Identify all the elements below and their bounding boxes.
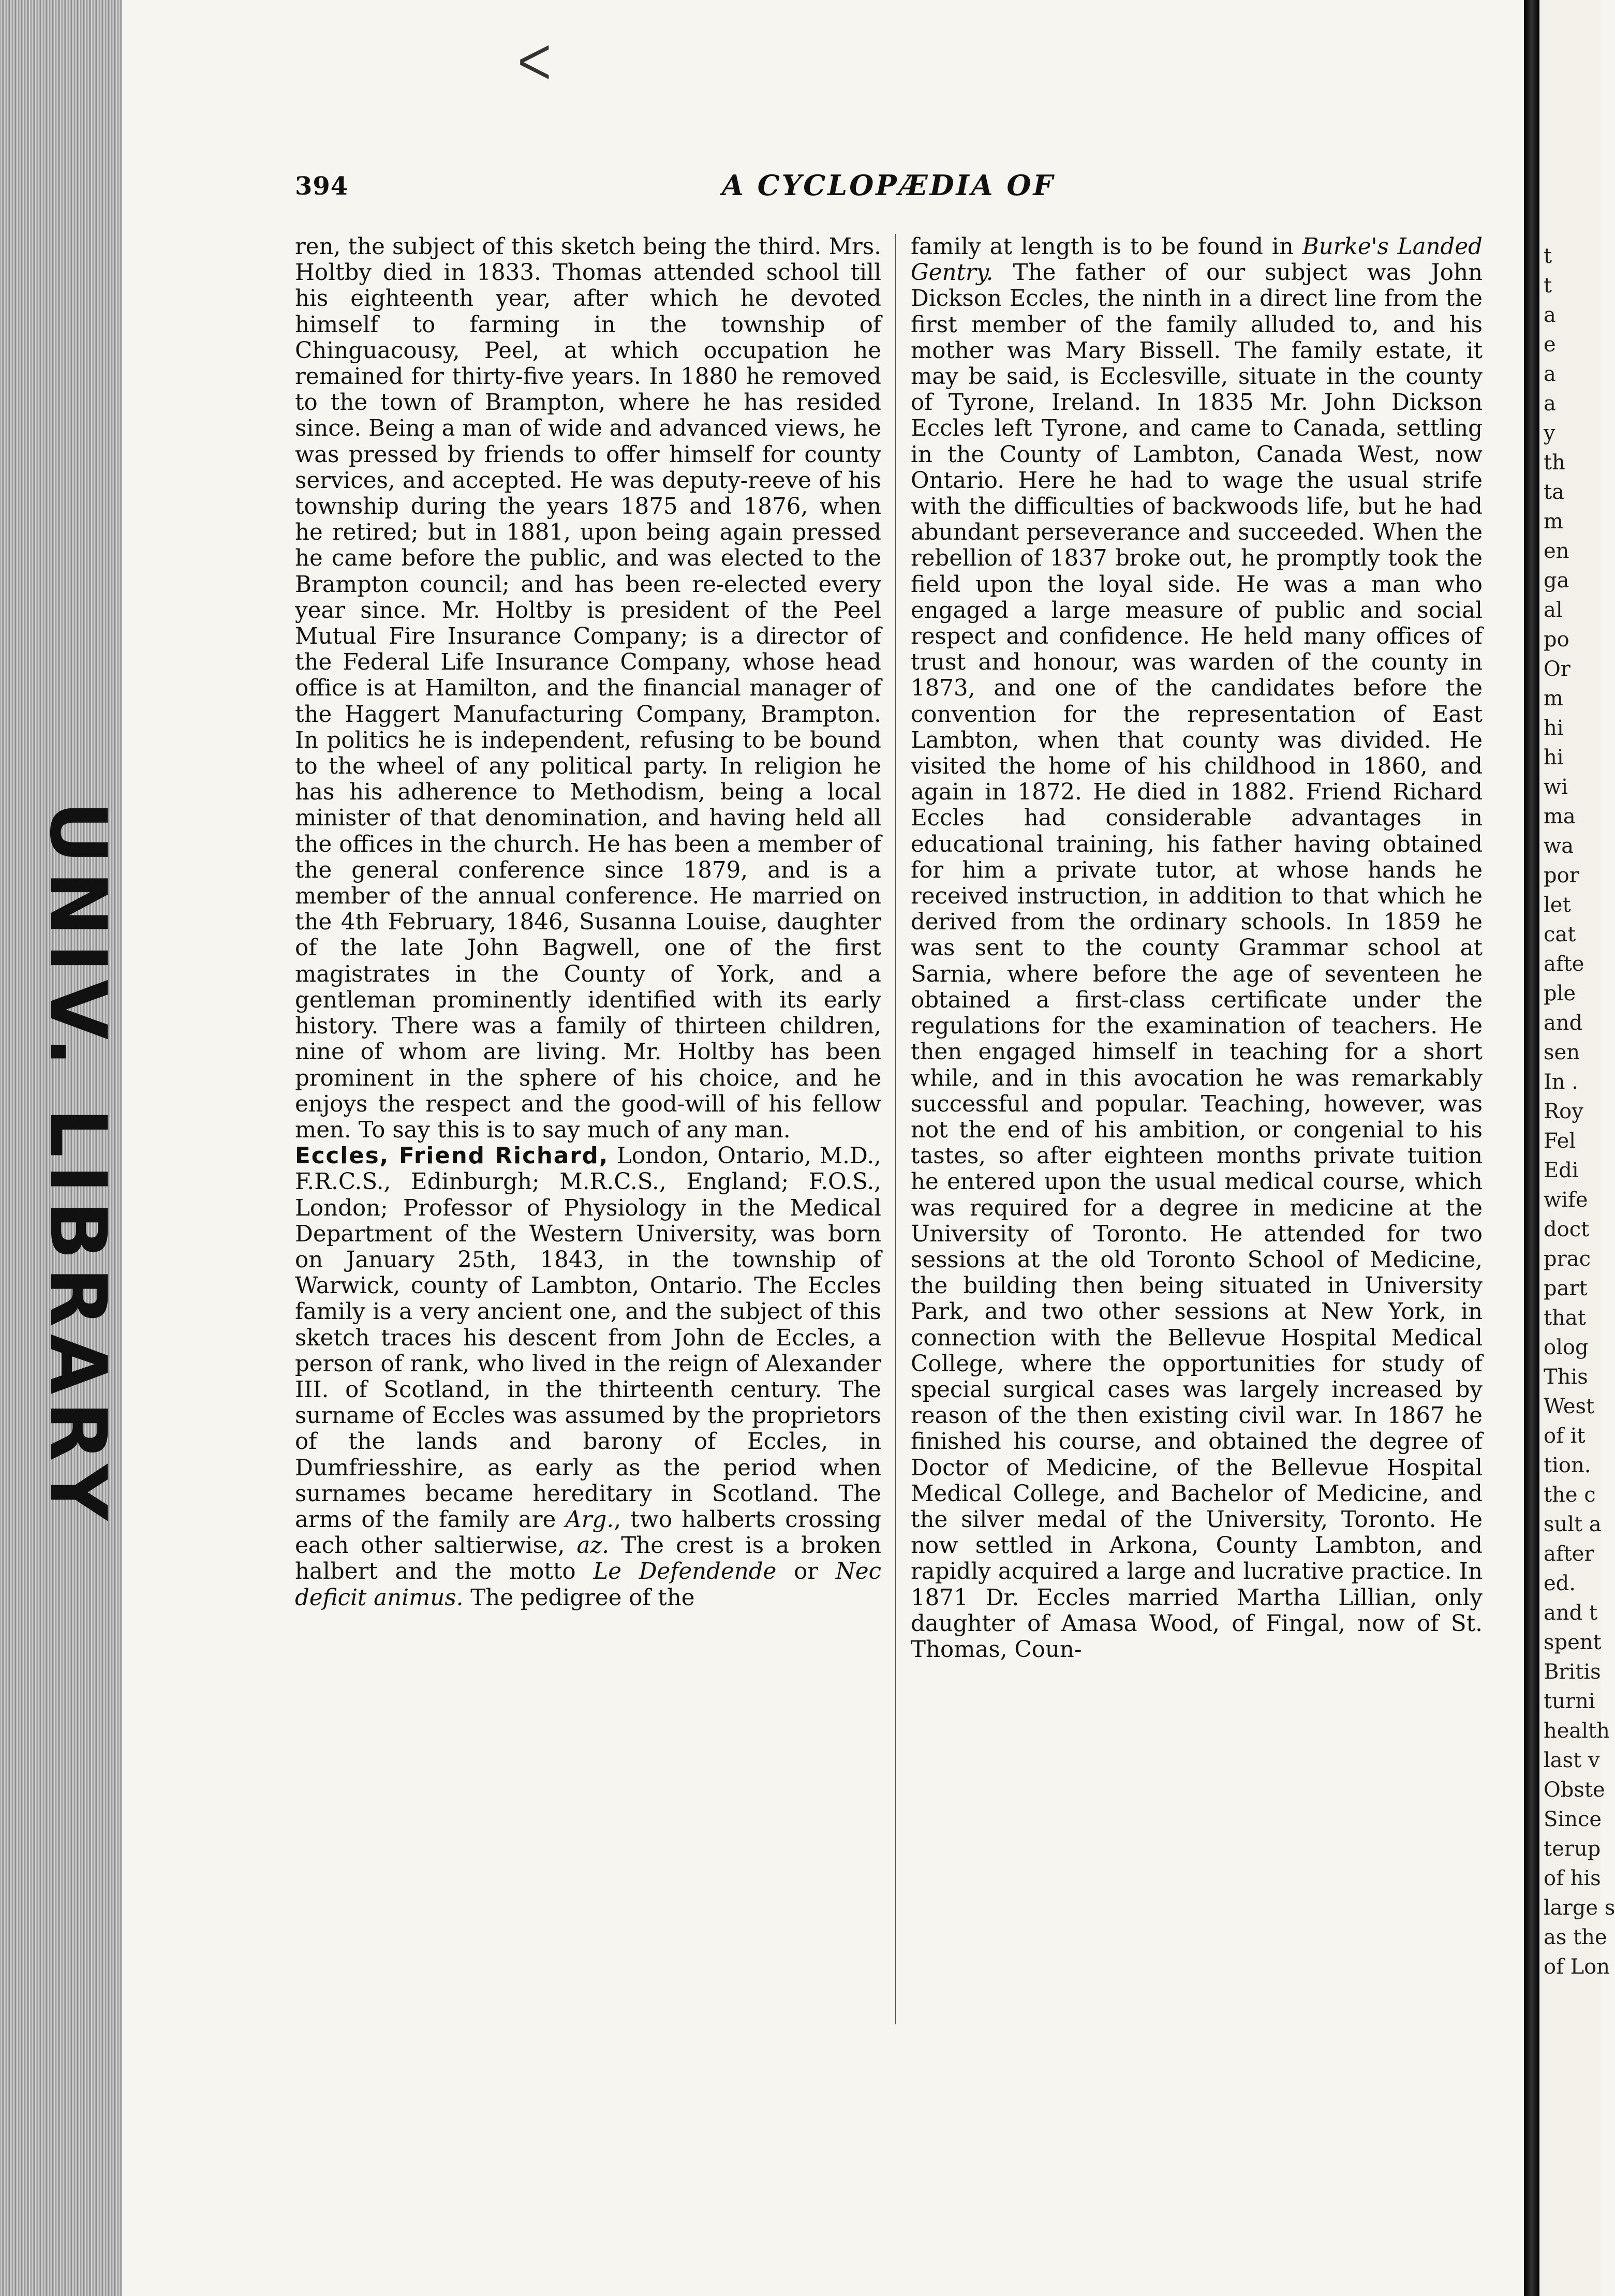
facing-page-word: ga [1544,569,1569,592]
facing-page-word: Roy [1544,1100,1583,1123]
page-number: 394 [295,172,349,201]
facing-page-word: the c [1544,1483,1596,1507]
facing-page-word: as the [1544,1925,1607,1949]
facing-page-word: m [1544,687,1563,710]
facing-page-word: al [1544,598,1563,622]
facing-page-word: large s [1544,1896,1615,1920]
facing-page-word: This [1544,1365,1588,1389]
motto-2: Nec deficit animus. [295,1559,881,1611]
facing-page-word: wife [1544,1188,1588,1212]
facing-page-word: wa [1544,834,1574,858]
facing-page-word: terup [1544,1837,1601,1861]
left-column [295,234,881,1611]
motto-1: Le Defendende [593,1559,777,1585]
library-stamp: UNIV. LIBRARY [33,801,123,1528]
facing-page-word: a [1544,362,1556,386]
facing-page-word: y [1544,421,1555,445]
right-text-2: The father of our subject was John Dickson Eccles, the ninth in a direct line from the first member of the family alluded to, and his mother was Mary Bissell. The family estate, it may be said, is Ecclesville, situate in the county of Tyrone, Ireland. In 1835 Mr. John Dickson Eccles left Tyrone, and came to Canada, settling in the County of Lambton, Canada West, now Ontario. Here he had to wage the usual strife with the difficulties of backwoods life, but he had abundant perseverance and succeeded. When the rebellion of 1837 broke out, he promptly took the field upon the loyal side. He was a man who engaged a large measure of public and social respect and confidence. He held many offices of trust and honour, was warden of the county in 1873, and one of the candidates before the convention for the representation of East Lambton, when that county was divided. He visited the home of his childhood in 1860, and again in 1872. He died in 1882. Friend Richard Eccles had considerable advantages in educational training, his father having obtained for him a private tutor, at whose hands he received instruction, in addition to that which he derived from the ordinary schools. In 1859 he was sent to the county Grammar school at Sarnia, where before the age of seventeen he obtained a first-class certificate under the regulations for the examination of teachers. He then engaged himself in teaching for a short while, and in this avocation he was remarkably successful and popular. Teaching, however, was not the end of his ambition, or congenial to his tastes, so after eighteen months private tuition he entered upon the usual medical course, which was required for a degree in medicine at the University of Toronto. He attended for two sessions at the old Toronto School of Medicine, the building then being situated in University Park, and two other sessions at New York, in connection with the Bellevue Hospital Medical College, where the opportunities for study of special surgical cases was largely increased by reason of the then existing civil war. In 1867 he finished his course, and obtained the degree of Doctor of Medicine, of the Bellevue Hospital Medical College, and Bachelor of Medicine, and the silver medal of the University, Toronto. He now settled in Arkona, County Lambton, and rapidly acquired a large and lucrative practice. In 1871 Dr. Eccles married Martha Lillian, only daughter of Amasa Wood, of Fingal, now of St. Thomas, Coun- [911,260,1483,1663]
holtby-biography: ren, the subject of this sketch being the third. Mrs. Holtby died in 1833. Thomas attended school till his eighteenth year, after which he devoted himself to farming in the township of Chinguacousy, Peel, at which occupation he remained for thirty-five years. In 1880 he removed to the town of Brampton, where he has resided since. Being a man of wide and advanced views, he was pressed by friends to offer himself for county services, and accepted. He was deputy-reeve of his township during the years 1875 and 1876, when he retired; but in 1881, upon being again pressed he came before the public, and was elected to the Brampton council; and has been re-elected every year since. Mr. Holtby is president of the Peel Mutual Fire Insurance Company; is a director of the Federal Life Insurance Company, whose head office is at Hamilton, and the financial manager of the Haggert Manufacturing Company, Brampton. In politics he is independent, refusing to be bound to the wheel of any political party. In religion he has his adherence to Methodism, being a local minister of that denomination, and having held all the offices in the church. He has been a member of the general conference since 1879, and is a member of the annual conference. He married on the 4th February, 1846, Susanna Louise, daughter of the late John Bagwell, one of the first magistrates in the County of York, and a gentleman prominently identified with its early history. There was a family of thirteen children, nine of whom are living. Mr. Holtby has been prominent in the sphere of his choice, and he enjoys the respect and the good-will of his fellow men. To say this is to say much of any man. [295,234,881,1143]
facing-page-word: ma [1544,805,1576,828]
facing-page-word: prac [1544,1247,1591,1271]
facing-page-word: part [1544,1277,1588,1300]
facing-page-word: olog [1544,1336,1589,1359]
facing-page-word: let [1544,893,1571,917]
eccles-biography-start [295,1143,881,1611]
facing-page-word: por [1544,864,1579,887]
facing-page-word: after [1544,1542,1594,1566]
burkes-landed-gentry: Burke's Landed Gentry. [911,234,1483,286]
facing-page-word: of Lon [1544,1955,1610,1979]
facing-page-word: ed. [1544,1572,1576,1595]
facing-page-word: and t [1544,1601,1598,1625]
facing-page-word: e [1544,333,1556,357]
facing-page-word: a [1544,392,1556,416]
facing-page-word: sult a [1544,1513,1602,1536]
left-margin-binding [0,0,122,2296]
facing-page-word: en [1544,539,1569,563]
facing-page-word: last v [1544,1749,1600,1772]
facing-page-word: cat [1544,923,1576,946]
facing-page-word: t [1544,274,1552,298]
facing-page-word: In . [1544,1070,1578,1094]
facing-page-word: m [1544,510,1563,534]
running-title: A CYCLOPÆDIA OF [722,169,1055,202]
facing-page-word: and [1544,1011,1583,1035]
eccles-text-4: or [776,1559,836,1585]
facing-page-word: health [1544,1719,1610,1743]
facing-page-word: Obste [1544,1778,1605,1802]
arms-term-azure: az. [576,1533,610,1559]
facing-page-word: hi [1544,716,1564,740]
facing-page-word: of it [1544,1424,1586,1448]
eccles-text-3: The crest is a broken halbert and the motto [295,1533,881,1585]
facing-page-fragment [1539,0,1615,2296]
facing-page-word: doct [1544,1218,1590,1241]
facing-page-word: ple [1544,982,1576,1005]
page-gutter-shadow [1524,0,1539,2296]
facing-page-word: Britis [1544,1660,1601,1684]
facing-page-word: sen [1544,1041,1580,1064]
facing-page-word: West [1544,1395,1595,1418]
facing-page-word: th [1544,451,1565,475]
facing-page-word: Fel [1544,1129,1576,1153]
eccles-text-1: London, Ontario, M.D., F.R.C.S., Edinburgh; M.R.C.S., England; F.O.S., London; Professor of Physiology in the Medical Department of the Western University, was born on January 25th, 1843, in the township of Warwick, county of Lambton, Ontario. The Eccles family is a very ancient one, and the subject of this sketch traces his descent from John de Eccles, a person of rank, who lived in the reign of Alexander III. of Scotland, in the thirteenth century. The surname of Eccles was assumed by the proprietors of the lands and barony of Eccles, in Dumfriesshire, as early as the period when surnames became hereditary in Scotland. The arms of the family are [295,1143,881,1533]
facing-page-word: afte [1544,952,1584,976]
facing-page-word: ta [1544,480,1564,504]
eccles-text-5: The pedigree of the [463,1584,695,1611]
facing-page-word: spent [1544,1631,1602,1654]
facing-page-word: Or [1544,657,1570,681]
pencil-mark: ᐸ [517,36,552,91]
facing-page-word: po [1544,628,1569,651]
facing-page-word: hi [1544,746,1564,769]
facing-page-word: tion. [1544,1454,1591,1477]
column-divider [895,234,896,2024]
right-text-1: family at length is to be found in [911,234,1302,260]
arms-term-argent: Arg. [565,1506,614,1533]
facing-page-word: wi [1544,775,1568,799]
facing-page-word: Edi [1544,1159,1579,1182]
facing-page-word: a [1544,303,1556,327]
eccles-text-2: , two halberts crossing each other saltierwise, [295,1506,881,1559]
right-column [911,234,1483,1663]
facing-page-word: turni [1544,1690,1595,1713]
facing-page-word: t [1544,244,1552,268]
facing-page-word: of his [1544,1867,1601,1890]
eccles-biography-continued [911,234,1483,1663]
subject-name: Eccles, Friend Richard, [295,1143,609,1169]
facing-page-word: Since [1544,1808,1602,1831]
facing-page-word: that [1544,1306,1586,1330]
